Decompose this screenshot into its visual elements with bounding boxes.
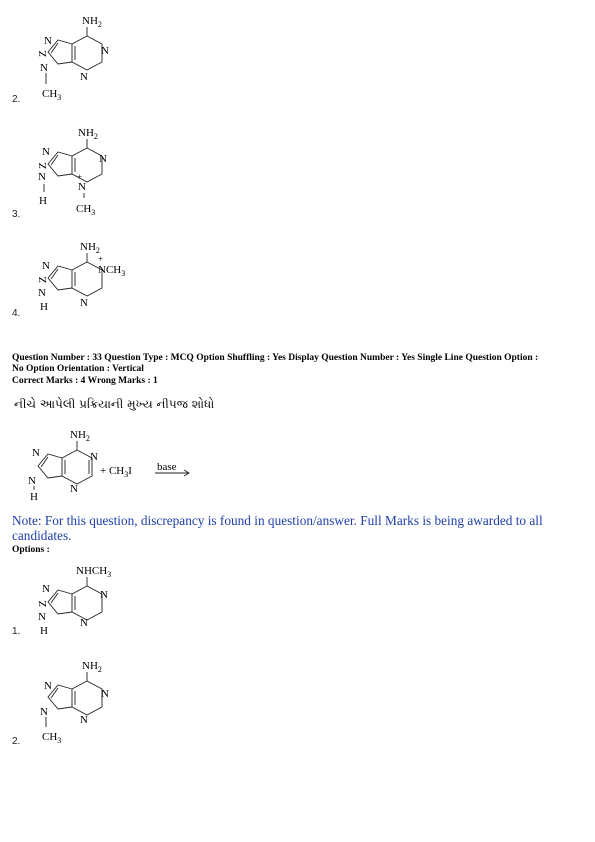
- question-text: નીચે આપેલી પ્રક્રિયાની મુખ્ય નીપજ શોધો: [14, 397, 215, 411]
- amino-label: $NH_2$: [78, 127, 98, 141]
- svg-text:Z: Z: [37, 162, 49, 169]
- svg-text:N: N: [32, 447, 40, 459]
- reagent-label: + $CH_3I$: [100, 465, 132, 479]
- purine-structure-n1-methyl-cation: [20, 236, 160, 320]
- option-number: 4.: [12, 308, 21, 319]
- h-label: H: [40, 301, 48, 313]
- svg-text:N: N: [100, 589, 108, 601]
- h-label: H: [30, 491, 38, 503]
- methyl-label: $CH_3$: [76, 203, 96, 217]
- purine-structure-9-methyl: [20, 653, 130, 745]
- option-number: 3.: [12, 209, 21, 220]
- amino-label: $NHCH_3$: [76, 565, 112, 579]
- svg-text:N: N: [101, 45, 109, 57]
- svg-text:N: N: [101, 688, 109, 700]
- option-number: 2.: [12, 94, 21, 105]
- svg-text:N: N: [44, 680, 52, 692]
- svg-text:Z: Z: [37, 600, 49, 607]
- svg-text:N: N: [42, 583, 50, 595]
- reaction-scheme: [10, 422, 230, 504]
- svg-text:N: N: [28, 475, 36, 487]
- svg-text:N: N: [38, 171, 46, 183]
- svg-text:N: N: [70, 483, 78, 495]
- amino-label: $NH_2$: [80, 241, 100, 255]
- marks-line: Correct Marks : 4 Wrong Marks : 1: [12, 376, 158, 386]
- svg-text:N: N: [40, 62, 48, 74]
- svg-text:N: N: [99, 153, 107, 165]
- h-label: H: [39, 195, 47, 207]
- svg-text:N: N: [40, 706, 48, 718]
- svg-text:N: N: [80, 71, 88, 83]
- option-number: 2.: [12, 736, 21, 747]
- purine-structure-9-methyl: [20, 10, 130, 102]
- options-label: Options :: [12, 545, 50, 555]
- question-meta-line: Question Number : 33 Question Type : MCQ Option Shuffling : Yes Display Question Number : Yes Single Line Question Option :: [12, 353, 539, 363]
- svg-text:+: +: [77, 172, 83, 182]
- purine-structure-n3-methyl-cation: [20, 122, 130, 218]
- purine-structure-methylamino: [20, 558, 150, 644]
- svg-text:Z: Z: [37, 276, 49, 283]
- methyl-label: $CH_3$: [42, 88, 62, 102]
- h-label: H: [40, 625, 48, 637]
- discrepancy-note: Note: For this question, discrepancy is found in question/answer. Full Marks is being awarded to all candidates.: [12, 513, 543, 543]
- question-meta-line: No Option Orientation : Vertical: [12, 364, 144, 374]
- svg-text:N: N: [38, 611, 46, 623]
- svg-text:N: N: [38, 287, 46, 299]
- amino-label: $NH_2$: [82, 15, 102, 29]
- svg-text:N: N: [80, 297, 88, 309]
- svg-text:N: N: [42, 260, 50, 272]
- svg-text:N: N: [78, 181, 86, 193]
- svg-text:N: N: [80, 714, 88, 726]
- svg-text:+: +: [98, 254, 104, 264]
- svg-text:N: N: [42, 146, 50, 158]
- svg-text:N: N: [44, 35, 52, 47]
- condition-label: base: [157, 461, 177, 473]
- n-methyl-label: $NCH_3$: [98, 264, 126, 278]
- svg-text:N: N: [90, 451, 98, 463]
- svg-text:Z: Z: [37, 50, 49, 57]
- amino-label: $NH_2$: [70, 429, 90, 443]
- amino-label: $NH_2$: [82, 660, 102, 674]
- svg-text:N: N: [80, 617, 88, 629]
- option-number: 1.: [12, 626, 21, 637]
- methyl-label: $CH_3$: [42, 731, 62, 745]
